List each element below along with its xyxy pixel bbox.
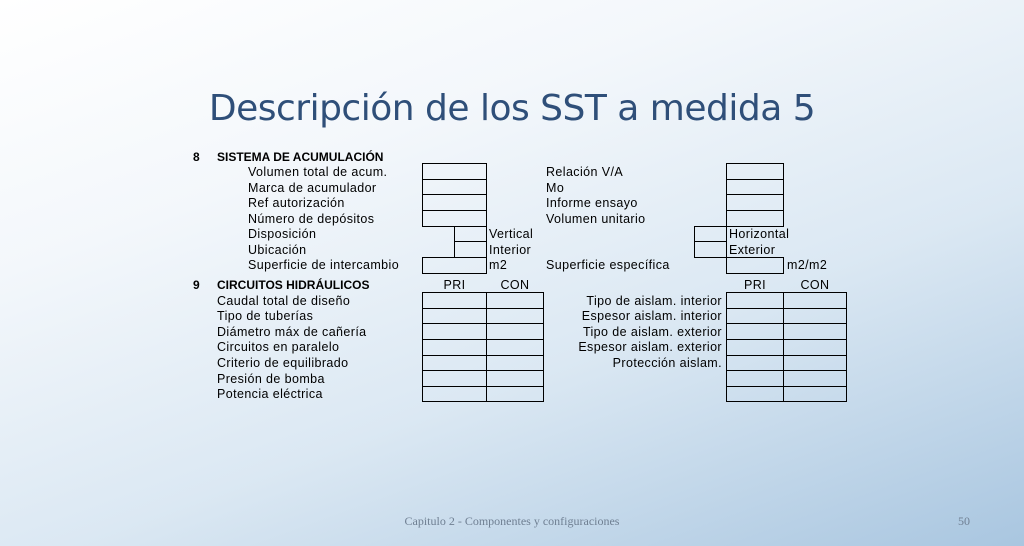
label-proteccion-aislam: Protección aislam. — [612, 356, 722, 370]
con-header-left: CON — [500, 278, 530, 292]
exterior-label: Exterior — [729, 243, 776, 257]
superficie-intercambio-field[interactable] — [422, 257, 487, 274]
label-superficie-especifica: Superficie específica — [546, 258, 670, 272]
tipo-ext-pri-field[interactable] — [726, 323, 784, 340]
criterio-pri-field[interactable] — [422, 355, 487, 371]
label-informe-ensayo: Informe ensayo — [546, 196, 638, 210]
proteccion-con-field[interactable] — [783, 355, 847, 371]
section-9-number: 9 — [193, 278, 200, 292]
extra-1-pri-field[interactable] — [726, 370, 784, 387]
proteccion-pri-field[interactable] — [726, 355, 784, 371]
informe-ensayo-field[interactable] — [726, 194, 784, 211]
label-espesor-aislam-exterior: Espesor aislam. exterior — [578, 340, 722, 354]
page-number: 50 — [958, 514, 970, 528]
extra-2-con-field[interactable] — [783, 386, 847, 402]
label-marca-acumulador: Marca de acumulador — [248, 181, 377, 195]
section-9-heading: CIRCUITOS HIDRÁULICOS — [217, 278, 370, 292]
label-disposicion: Disposición — [248, 227, 317, 241]
tipo-ext-con-field[interactable] — [783, 323, 847, 340]
presion-pri-field[interactable] — [422, 370, 487, 387]
exterior-checkbox[interactable] — [694, 241, 727, 258]
con-header-right: CON — [800, 278, 830, 292]
interior-checkbox[interactable] — [454, 241, 487, 258]
slide-title: Descripción de los SST a medida 5 — [208, 88, 816, 129]
m2m2-unit: m2/m2 — [787, 258, 828, 272]
label-superficie-intercambio: Superficie de intercambio — [248, 258, 400, 272]
espesor-ext-con-field[interactable] — [783, 339, 847, 356]
superficie-especifica-field[interactable] — [726, 257, 784, 274]
ref-autorizacion-field[interactable] — [422, 194, 487, 211]
diametro-con-field[interactable] — [486, 323, 544, 340]
section-8-number: 8 — [193, 150, 200, 164]
circuitos-pri-field[interactable] — [422, 339, 487, 356]
marca-acumulador-field[interactable] — [422, 179, 487, 195]
label-ref-autorizacion: Ref autorización — [248, 196, 345, 210]
label-presion-bomba: Presión de bomba — [217, 372, 325, 386]
vertical-checkbox[interactable] — [454, 226, 487, 242]
label-caudal-total: Caudal total de diseño — [217, 294, 351, 308]
label-espesor-aislam-interior: Espesor aislam. interior — [581, 309, 722, 323]
extra-2-pri-field[interactable] — [726, 386, 784, 402]
tuberias-con-field[interactable] — [486, 308, 544, 324]
relacion-va-field[interactable] — [726, 163, 784, 180]
caudal-pri-field[interactable] — [422, 292, 487, 309]
numero-depositos-field[interactable] — [422, 210, 487, 227]
potencia-pri-field[interactable] — [422, 386, 487, 402]
volumen-total-field[interactable] — [422, 163, 487, 180]
presion-con-field[interactable] — [486, 370, 544, 387]
espesor-ext-pri-field[interactable] — [726, 339, 784, 356]
footer-chapter: Capitulo 2 - Componentes y configuraciones — [404, 514, 620, 528]
horizontal-checkbox[interactable] — [694, 226, 727, 242]
label-potencia-electrica: Potencia eléctrica — [217, 387, 323, 401]
interior-label: Interior — [489, 243, 532, 257]
vertical-label: Vertical — [489, 227, 534, 241]
label-volumen-unitario: Volumen unitario — [546, 212, 646, 226]
mo-field[interactable] — [726, 179, 784, 195]
label-volumen-total: Volumen total de acum. — [248, 165, 388, 179]
label-relacion-va: Relación V/A — [546, 165, 624, 179]
horizontal-label: Horizontal — [729, 227, 790, 241]
diametro-pri-field[interactable] — [422, 323, 487, 340]
pri-header-right: PRI — [743, 278, 767, 292]
extra-1-con-field[interactable] — [783, 370, 847, 387]
section-8-heading: SISTEMA DE ACUMULACIÓN — [217, 150, 384, 164]
circuitos-con-field[interactable] — [486, 339, 544, 356]
label-diametro-max: Diámetro máx de cañería — [217, 325, 367, 339]
label-numero-depositos: Número de depósitos — [248, 212, 375, 226]
tipo-int-con-field[interactable] — [783, 292, 847, 309]
label-circuitos-paralelo: Circuitos en paralelo — [217, 340, 340, 354]
caudal-con-field[interactable] — [486, 292, 544, 309]
tuberias-pri-field[interactable] — [422, 308, 487, 324]
criterio-con-field[interactable] — [486, 355, 544, 371]
espesor-int-pri-field[interactable] — [726, 308, 784, 324]
espesor-int-con-field[interactable] — [783, 308, 847, 324]
m2-unit: m2 — [489, 258, 508, 272]
tipo-int-pri-field[interactable] — [726, 292, 784, 309]
label-mo: Mo — [546, 181, 565, 195]
label-tipo-aislam-interior: Tipo de aislam. interior — [586, 294, 722, 308]
label-ubicacion: Ubicación — [248, 243, 307, 257]
label-criterio-equilibrado: Criterio de equilibrado — [217, 356, 349, 370]
label-tipo-tuberias: Tipo de tuberías — [217, 309, 314, 323]
pri-header-left: PRI — [443, 278, 466, 292]
potencia-con-field[interactable] — [486, 386, 544, 402]
label-tipo-aislam-exterior: Tipo de aislam. exterior — [582, 325, 722, 339]
volumen-unitario-field[interactable] — [726, 210, 784, 227]
